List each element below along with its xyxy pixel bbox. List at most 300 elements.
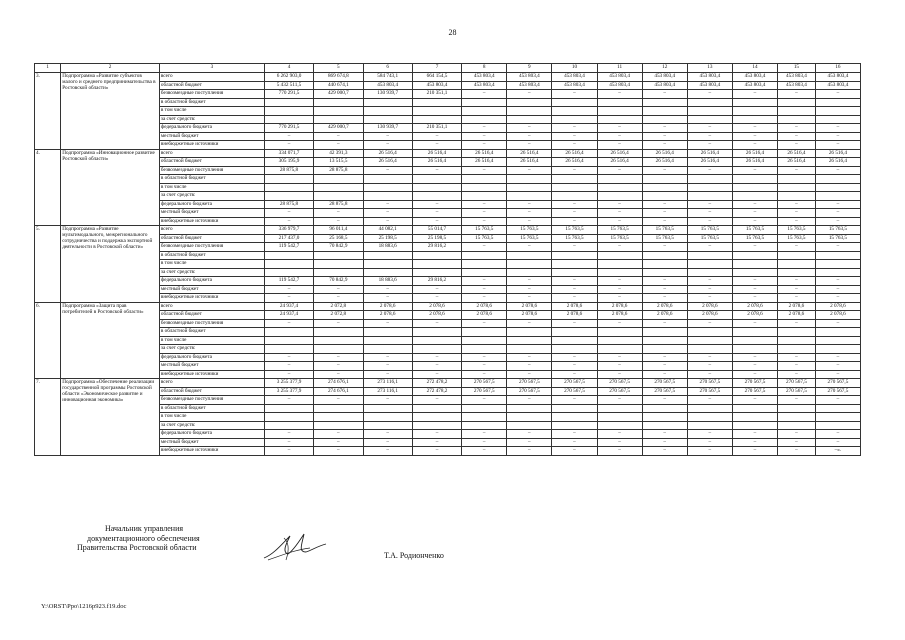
funding-source: федерального бюджета [159,430,264,439]
amount-cell: 272 478,2 [412,379,461,388]
amount-cell [732,328,777,337]
amount-cell [642,175,687,184]
amount-cell: 15 763,5 [778,234,816,243]
amount-cell [597,328,642,337]
amount-cell: 26 516,4 [778,158,816,167]
table-row [35,302,861,311]
amount-cell: 453 803,4 [815,73,860,82]
amount-cell [597,107,642,116]
amount-cell [597,260,642,269]
amount-cell [363,345,412,354]
amount-cell [732,336,777,345]
amount-cell [507,328,552,337]
amount-cell: 55 014,7 [412,226,461,235]
amount-cell: – [462,294,507,303]
amount-cell [314,251,363,260]
signatory-position-line: документационного обеспечения [87,533,200,543]
amount-cell: 453 803,4 [552,73,597,82]
amount-cell: – [264,217,313,226]
amount-cell: – [597,396,642,405]
amount-cell [314,404,363,413]
amount-cell: 2 078,6 [642,302,687,311]
amount-cell: – [778,166,816,175]
amount-cell: – [507,209,552,218]
amount-cell: – [507,200,552,209]
amount-cell [507,404,552,413]
amount-cell: – [687,200,732,209]
amount-cell [507,260,552,269]
amount-cell [462,251,507,260]
amount-cell [642,421,687,430]
amount-cell: – [264,447,313,456]
amount-cell: 28 875,8 [314,166,363,175]
amount-cell: – [552,166,597,175]
amount-cell [462,413,507,422]
amount-cell [264,98,313,107]
amount-cell: 453 803,4 [552,81,597,90]
amount-cell: – [314,141,363,150]
subprogram-number: 5. [35,226,61,303]
amount-cell: – [264,362,313,371]
amount-cell: – [462,277,507,286]
amount-cell [363,175,412,184]
amount-cell [597,251,642,260]
amount-cell [507,192,552,201]
amount-cell: – [815,141,860,150]
amount-cell [597,98,642,107]
amount-cell: 453 803,4 [778,81,816,90]
amount-cell: 15 763,5 [687,234,732,243]
amount-cell: – [642,430,687,439]
amount-cell: – [363,396,412,405]
amount-cell: – [314,217,363,226]
amount-cell [597,268,642,277]
amount-cell [363,336,412,345]
funding-source: всего [159,73,264,82]
amount-cell: – [412,285,461,294]
amount-cell: 26 516,4 [462,158,507,167]
funding-source: безвозмездные поступления [159,396,264,405]
amount-cell: – [462,370,507,379]
amount-cell: – [412,430,461,439]
amount-cell: 2 078,6 [778,302,816,311]
amount-cell [732,175,777,184]
amount-cell [778,107,816,116]
amount-cell: – [552,396,597,405]
amount-cell [778,192,816,201]
amount-cell [732,183,777,192]
amount-cell [462,98,507,107]
amount-cell: 2 078,6 [597,311,642,320]
amount-cell: – [778,370,816,379]
subprogram-number: 3. [35,73,61,150]
amount-cell [597,183,642,192]
amount-cell: 2 078,6 [732,302,777,311]
amount-cell [314,421,363,430]
amount-cell: – [507,362,552,371]
funding-source: областной бюджет [159,158,264,167]
amount-cell [264,251,313,260]
amount-cell: – [363,285,412,294]
amount-cell: 26 516,4 [412,149,461,158]
amount-cell: 273 116,1 [363,387,412,396]
amount-cell [264,268,313,277]
amount-cell [552,413,597,422]
amount-cell: – [462,166,507,175]
amount-cell: – [462,209,507,218]
amount-cell: 15 763,5 [597,226,642,235]
amount-cell [552,336,597,345]
amount-cell [687,421,732,430]
amount-cell [507,107,552,116]
amount-cell: – [363,353,412,362]
amount-cell: – [363,362,412,371]
amount-cell: – [642,285,687,294]
amount-cell: – [778,243,816,252]
amount-cell [264,404,313,413]
amount-cell: 2 078,6 [687,302,732,311]
amount-cell: – [687,132,732,141]
subprogram-number: 4. [35,149,61,226]
amount-cell [363,404,412,413]
amount-cell: – [815,277,860,286]
amount-cell: 25 198,5 [363,234,412,243]
amount-cell: 273 116,1 [363,379,412,388]
amount-cell: 453 803,4 [363,81,412,90]
amount-cell: – [264,294,313,303]
funding-source: областной бюджет [159,234,264,243]
amount-cell: – [642,353,687,362]
amount-cell [778,260,816,269]
amount-cell: 15 763,5 [732,226,777,235]
amount-cell: – [363,132,412,141]
amount-cell [687,345,732,354]
amount-cell: – [264,430,313,439]
amount-cell: 26 516,4 [412,158,461,167]
amount-cell [815,107,860,116]
amount-cell: – [507,370,552,379]
funding-source: федерального бюджета [159,277,264,286]
column-header: 12 [642,64,687,73]
amount-cell: – [552,141,597,150]
amount-cell: 26 516,4 [597,158,642,167]
amount-cell: – [507,396,552,405]
amount-cell [314,183,363,192]
amount-cell: – [507,124,552,133]
amount-cell: – [314,438,363,447]
amount-cell: 26 516,4 [642,158,687,167]
amount-cell [642,260,687,269]
amount-cell [314,192,363,201]
amount-cell: 270 567,5 [552,379,597,388]
funding-source: в областной бюджет [159,98,264,107]
amount-cell: 2 078,6 [363,311,412,320]
amount-cell: – [687,243,732,252]
amount-cell [687,183,732,192]
amount-cell [778,115,816,124]
amount-cell: – [732,124,777,133]
amount-cell [314,115,363,124]
amount-cell: – [412,294,461,303]
amount-cell [462,183,507,192]
amount-cell [732,413,777,422]
amount-cell [363,413,412,422]
amount-cell: – [815,243,860,252]
amount-cell: 2 072,8 [314,302,363,311]
amount-cell: – [462,438,507,447]
funding-source: в том числе [159,183,264,192]
amount-cell: – [597,141,642,150]
amount-cell [778,421,816,430]
amount-cell [552,115,597,124]
funding-source: областной бюджет [159,311,264,320]
amount-cell: 584 743,1 [363,73,412,82]
amount-cell [642,115,687,124]
column-header: 6 [363,64,412,73]
amount-cell [687,404,732,413]
amount-cell: – [732,319,777,328]
funding-source: местный бюджет [159,209,264,218]
amount-cell [778,413,816,422]
amount-cell: – [462,200,507,209]
table-body [35,73,861,456]
amount-cell [815,251,860,260]
amount-cell: 217 437,0 [264,234,313,243]
signer-name: Т.А. Родионченко [384,551,444,560]
amount-cell: 15 763,5 [732,234,777,243]
amount-cell: – [687,124,732,133]
amount-cell: – [507,141,552,150]
amount-cell [642,107,687,116]
amount-cell: – [778,396,816,405]
amount-cell: – [412,362,461,371]
funding-source: за счет средств: [159,421,264,430]
amount-cell: 26 516,4 [507,149,552,158]
amount-cell [314,345,363,354]
amount-cell: – [642,166,687,175]
amount-cell [264,345,313,354]
amount-cell: – [412,132,461,141]
amount-cell: – [363,370,412,379]
amount-cell: 119 542,7 [264,277,313,286]
amount-cell [412,98,461,107]
amount-cell: – [597,277,642,286]
amount-cell: 270 567,5 [462,387,507,396]
amount-cell [264,192,313,201]
amount-cell: 25 168,5 [314,234,363,243]
amount-cell [597,404,642,413]
column-header: 13 [687,64,732,73]
amount-cell: – [462,362,507,371]
amount-cell: – [642,319,687,328]
amount-cell: 26 516,4 [778,149,816,158]
amount-cell: – [363,430,412,439]
table-row [35,73,861,82]
amount-cell: 2 078,6 [552,311,597,320]
amount-cell: – [597,438,642,447]
amount-cell: – [552,294,597,303]
amount-cell [507,175,552,184]
amount-cell [778,345,816,354]
amount-cell [264,413,313,422]
amount-cell: 270 567,5 [642,379,687,388]
amount-cell: – [314,285,363,294]
amount-cell: – [642,132,687,141]
funding-source: федерального бюджета [159,200,264,209]
amount-cell: 26 516,4 [552,149,597,158]
amount-cell [778,336,816,345]
amount-cell: – [687,353,732,362]
amount-cell [642,268,687,277]
amount-cell: 336 979,7 [264,226,313,235]
amount-cell [412,260,461,269]
amount-cell: 270 567,5 [642,387,687,396]
amount-cell: 25 198,5 [412,234,461,243]
amount-cell: 26 516,4 [815,158,860,167]
amount-cell [507,413,552,422]
amount-cell: – [687,277,732,286]
amount-cell: – [732,209,777,218]
amount-cell [778,404,816,413]
amount-cell [687,413,732,422]
amount-cell [314,107,363,116]
amount-cell: – [552,370,597,379]
amount-cell: – [314,362,363,371]
column-header: 3 [159,64,264,73]
amount-cell [507,115,552,124]
amount-cell [687,251,732,260]
amount-cell [597,175,642,184]
funding-source: местный бюджет [159,362,264,371]
amount-cell: 24 937,4 [264,311,313,320]
amount-cell [507,336,552,345]
amount-cell: – [732,243,777,252]
amount-cell [412,345,461,354]
amount-cell: – [687,438,732,447]
amount-cell: 26 516,4 [687,149,732,158]
amount-cell [552,404,597,413]
amount-cell [363,268,412,277]
amount-cell [552,421,597,430]
amount-cell: – [552,243,597,252]
amount-cell [687,107,732,116]
amount-cell: 453 803,4 [507,81,552,90]
funding-source: за счет средств: [159,268,264,277]
amount-cell [597,192,642,201]
amount-cell: 453 803,4 [412,81,461,90]
amount-cell [412,328,461,337]
funding-source: в областной бюджет [159,175,264,184]
amount-cell: – [462,447,507,456]
amount-cell: – [815,166,860,175]
amount-cell: – [642,217,687,226]
amount-cell: 2 072,8 [314,311,363,320]
funding-source: в областной бюджет [159,251,264,260]
amount-cell: 26 516,4 [507,158,552,167]
amount-cell: 2 078,6 [462,302,507,311]
amount-cell: – [552,124,597,133]
amount-cell: 15 763,5 [462,226,507,235]
table-row [35,379,861,388]
amount-cell: – [412,447,461,456]
amount-cell: 15 763,5 [815,234,860,243]
amount-cell [412,413,461,422]
amount-cell: 15 763,5 [597,234,642,243]
amount-cell: – [264,132,313,141]
column-header: 2 [61,64,160,73]
amount-cell: 44 082,1 [363,226,412,235]
amount-cell: – [597,209,642,218]
amount-cell: – [732,447,777,456]
amount-cell: – [507,319,552,328]
amount-cell: 26 516,4 [462,149,507,158]
amount-cell: 664 154,5 [412,73,461,82]
column-header: 8 [462,64,507,73]
amount-cell [732,98,777,107]
amount-cell [412,404,461,413]
amount-cell: 28 875,8 [314,200,363,209]
amount-cell [462,268,507,277]
amount-cell [732,251,777,260]
amount-cell: – [815,319,860,328]
amount-cell: 453 803,4 [507,73,552,82]
amount-cell [462,404,507,413]
amount-cell: – [815,396,860,405]
file-path: Y:\ORST\Ppo\1216p923.f19.doc [41,603,127,610]
amount-cell [314,328,363,337]
amount-cell: 2 078,6 [815,311,860,320]
amount-cell: – [778,438,816,447]
column-header: 11 [597,64,642,73]
amount-cell: – [264,396,313,405]
amount-cell: 29 816,2 [412,277,461,286]
amount-cell [642,192,687,201]
amount-cell: 130 939,7 [363,124,412,133]
amount-cell: – [642,294,687,303]
amount-cell [507,421,552,430]
amount-cell: 270 567,5 [462,379,507,388]
amount-cell [815,345,860,354]
amount-cell: – [778,430,816,439]
funding-source: всего [159,149,264,158]
amount-cell: – [778,90,816,99]
amount-cell: – [732,362,777,371]
amount-cell: – [815,200,860,209]
amount-cell: – [462,132,507,141]
funding-source: федерального бюджета [159,124,264,133]
amount-cell: – [363,438,412,447]
subprogram-name: Подпрограмма «Развитие мультимодального, межрегионального сотрудничества и поддержка экспортной деятельности в Ростовской области» [61,226,160,303]
amount-cell: – [314,132,363,141]
amount-cell [642,413,687,422]
amount-cell [314,175,363,184]
amount-cell: – [363,217,412,226]
funding-source: местный бюджет [159,438,264,447]
table-header-row [35,64,861,73]
amount-cell [732,345,777,354]
amount-cell: – [507,132,552,141]
amount-cell: – [687,166,732,175]
amount-cell [642,345,687,354]
column-header: 4 [264,64,313,73]
amount-cell: – [314,396,363,405]
amount-cell [732,421,777,430]
amount-cell: – [412,200,461,209]
amount-cell: – [412,319,461,328]
amount-cell: – [412,438,461,447]
amount-cell: – [597,124,642,133]
amount-cell: – [687,319,732,328]
